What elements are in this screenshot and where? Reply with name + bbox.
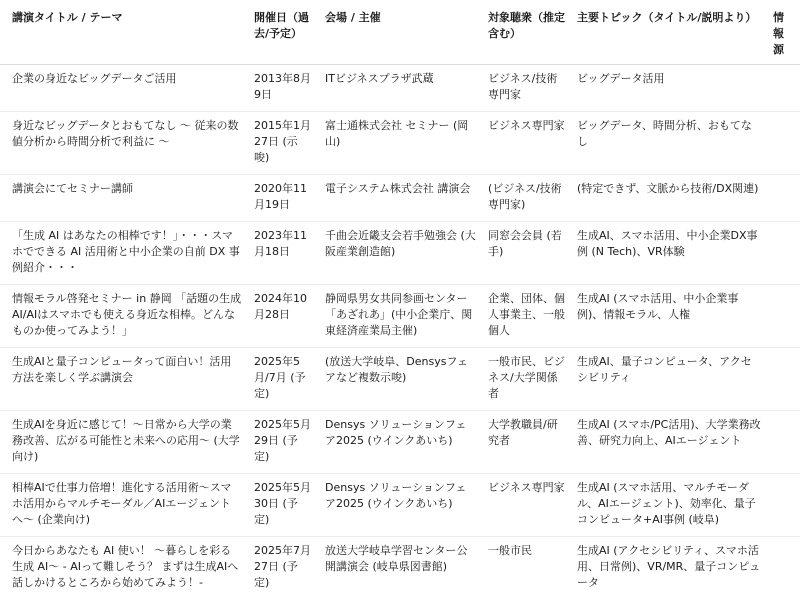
cell-date: 2015年1月27日 (示唆) [248,112,319,175]
cell-audience: 大学教職員/研究者 [482,411,571,474]
cell-title: 企業の身近なビッグデータご活用 [0,65,248,112]
cell-title: 講演会にてセミナー講師 [0,175,248,222]
cell-date: 2025年5月/7月 (予定) [248,348,319,411]
cell-title: 生成AIと量子コンピュータって面白い！活用方法を楽しく学ぶ講演会 [0,348,248,411]
cell-source [767,285,800,348]
cell-audience: ビジネス専門家 [482,474,571,537]
table-row [0,537,800,599]
cell-source [767,411,800,474]
table-row [0,222,800,285]
table-row [0,474,800,537]
cell-date: 2025年5月30日 (予定) [248,474,319,537]
cell-title: 相棒AIで仕事力倍増！進化する活用術〜スマホ活用からマルチモーダル／AIエージェントへ〜 (企業向け) [0,474,248,537]
table-header [0,4,800,65]
cell-venue: 電子システム株式会社 講演会 [319,175,482,222]
cell-source [767,348,800,411]
header-date: 開催日（過去/予定） [248,4,319,65]
cell-topics: 生成AI (スマホ活用、中小企業事例)、情報モラル、人権 [571,285,767,348]
cell-date: 2013年8月9日 [248,65,319,112]
cell-venue: 千曲会近畿支会若手勉強会 (大阪産業創造館) [319,222,482,285]
cell-source [767,537,800,599]
cell-audience: 一般市民 [482,537,571,599]
table-row [0,175,800,222]
cell-date: 2023年11月18日 [248,222,319,285]
table-row [0,411,800,474]
cell-audience: ビジネス専門家 [482,112,571,175]
cell-audience: 一般市民、ビジネス/大学関係者 [482,348,571,411]
cell-date: 2020年11月19日 [248,175,319,222]
cell-source [767,65,800,112]
table-row [0,65,800,112]
cell-title: 情報モラル啓発セミナー in 静岡 「話題の生成AI/AIはスマホでも使える身近な相棒。どんなものか使ってみよう！」 [0,285,248,348]
cell-source [767,112,800,175]
cell-venue: 富士通株式会社 セミナー (岡山) [319,112,482,175]
cell-title: 「生成 AI はあなたの相棒です！」・・・スマホでできる AI 活用術と中小企業の自前 DX 事例紹介・・・ [0,222,248,285]
cell-venue: Densys ソリューションフェア2025 (ウインクあいち) [319,474,482,537]
cell-topics: ビッグデータ、時間分析、おもてなし [571,112,767,175]
cell-date: 2025年5月29日 (予定) [248,411,319,474]
cell-topics: 生成AI (アクセシビリティ、スマホ活用、日常例)、VR/MR、量子コンピュータ [571,537,767,599]
cell-date: 2025年7月27日 (予定) [248,537,319,599]
cell-topics: 生成AI、量子コンピュータ、アクセシビリティ [571,348,767,411]
cell-venue: ITビジネスプラザ武蔵 [319,65,482,112]
cell-audience: ビジネス/技術専門家 [482,65,571,112]
table-row [0,285,800,348]
cell-audience: 同窓会会員 (若手) [482,222,571,285]
cell-topics: (特定できず、文脈から技術/DX関連) [571,175,767,222]
cell-title: 生成AIを身近に感じて！〜日常から大学の業務改善、広がる可能性と未来への応用〜 (大学向け) [0,411,248,474]
header-title: 講演タイトル / テーマ [0,4,248,65]
cell-venue: (放送大学岐阜、Densysフェアなど複数示唆) [319,348,482,411]
header-audience: 対象聴衆（推定含む） [482,4,571,65]
header-source: 情報源 [767,4,800,65]
lecture-table [0,4,800,599]
cell-topics: 生成AI、スマホ活用、中小企業DX事例 (N Tech)、VR体験 [571,222,767,285]
cell-title: 身近なビッグデータとおもてなし 〜 従来の数値分析から時間分析で利益に 〜 [0,112,248,175]
cell-topics: 生成AI (スマホ活用、マルチモーダル、AIエージェント)、効率化、量子コンピュータ+AI事例 (岐阜) [571,474,767,537]
table-body [0,65,800,599]
cell-topics: ビッグデータ活用 [571,65,767,112]
cell-title: 今日からあなたも AI 使い！ 〜暮らしを彩る生成 AI〜 - AIって難しそう？ まずは生成AIへ話しかけるところから始めてみよう！- [0,537,248,599]
table-row [0,348,800,411]
cell-venue: 静岡県男女共同参画センター「あざれあ」(中小企業庁、関東経済産業局主催) [319,285,482,348]
cell-topics: 生成AI (スマホ/PC活用)、大学業務改善、研究力向上、AIエージェント [571,411,767,474]
header-venue: 会場 / 主催 [319,4,482,65]
cell-audience: 企業、団体、個人事業主、一般個人 [482,285,571,348]
cell-source [767,222,800,285]
cell-source [767,175,800,222]
table-row [0,112,800,175]
cell-venue: 放送大学岐阜学習センター公開講演会 (岐阜県図書館) [319,537,482,599]
cell-date: 2024年10月28日 [248,285,319,348]
cell-venue: Densys ソリューションフェア2025 (ウインクあいち) [319,411,482,474]
cell-source [767,474,800,537]
header-topics: 主要トピック（タイトル/説明より） [571,4,767,65]
header-row [0,4,800,65]
cell-audience: (ビジネス/技術専門家) [482,175,571,222]
